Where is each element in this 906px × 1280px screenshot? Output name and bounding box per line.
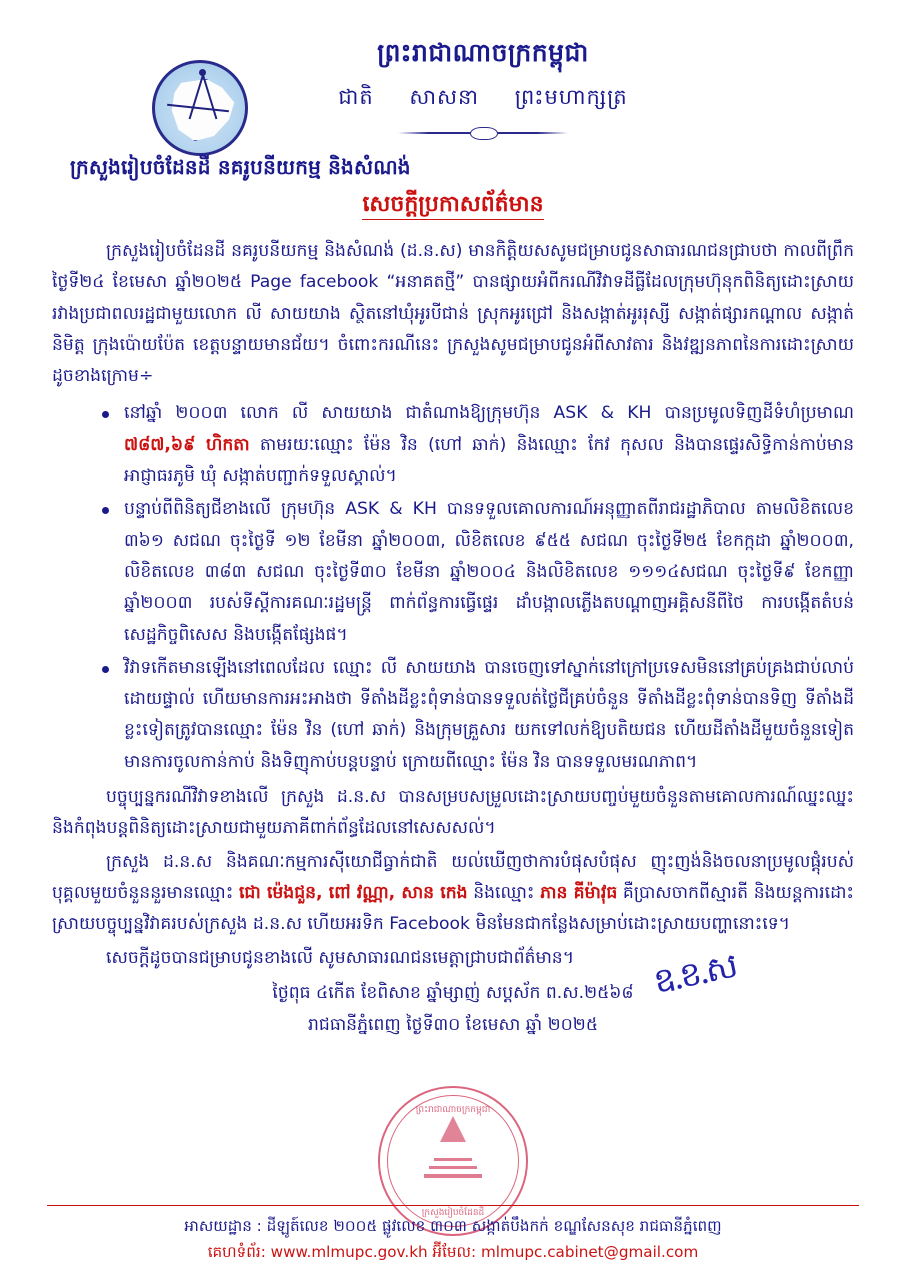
- motto-king: ព្រះមហាក្សត្រ: [514, 85, 628, 109]
- motto-nation: ជាតិ: [338, 85, 374, 109]
- kingdom-title: ព្រះរាជាណាចក្រកម្ពុជា: [377, 38, 589, 67]
- bullet-list: [52, 398, 854, 778]
- compass-icon: [181, 71, 225, 123]
- ornamental-divider: [398, 125, 568, 139]
- closing-names-2: ភាន គីម៉ាវុធ: [540, 882, 618, 903]
- closing-2-post: គឺប្រាសចាកពីស្មារតី និងយន្តការដោះស្រាយបច្ចុប្បន្នវិវាគរបស់ក្រសួង ដ.ន.ស ហើយអរទិក Facebook មិនមែនជាកន្លែងសម្រាប់ដោះស្រាយបញ្ហានោះទេ។: [52, 882, 854, 935]
- document-footer: [0, 1205, 906, 1266]
- document-header: [52, 22, 854, 179]
- bullet-1-post: តាមរយៈឈ្មោះ ម៉ែន វិន (ហៅ ឆាក់) និងឈ្មោះ កែវ កុសល និងបានផ្ទេរសិទ្ធិកាន់កាប់មានអាជ្ញាធរភូមិ ឃុំ សង្កាត់បញ្ជាក់ទទួលស្គាល់។: [124, 434, 855, 487]
- place-and-date: រាជធានីភ្នំពេញ ថ្ងៃទី៣០ ខែមេសា ឆ្នាំ ២០២៥: [308, 1014, 598, 1035]
- bullet-1-pre: នៅឆ្នាំ ២០០៣ លោក លី សាយយាង ជាតំណាងឱ្យក្រុមហ៊ុន ASK & KH បានប្រមូលទិញដីទំហំប្រមាណ: [124, 403, 854, 424]
- closing-paragraph-2: [52, 847, 854, 941]
- seal-spire-shape: [440, 1116, 466, 1142]
- list-item: [98, 398, 854, 492]
- footer-contact: គេហទំព័រ: www.mlmupc.gov.kh អ៊ីមែល: mlmupc.cabinet@gmail.com: [207, 1243, 699, 1262]
- ministry-name: ក្រសួងរៀបចំដែនដី នគរូបនីយកម្ម និងសំណង់: [70, 155, 411, 179]
- closing-2-mid: និងឈ្មោះ: [467, 882, 541, 903]
- bullet-2-text: បន្ទាប់ពីពិនិត្យជីខាងលើ ក្រុមហ៊ុន ASK & KH បានទទួលគោលការណ៍អនុញ្ញាតពីរាជរដ្ឋាភិបាល តាមលិខិតលេខ ៣៦១ សជណ ចុះថ្ងៃទី ១២ ខែមីនា ឆ្នាំ២០០៣, លិខិតលេខ ៩៥៥ សជណ ចុះថ្ងៃទី២៥ ខែកក្កដា ឆ្នាំ២០០៣, លិខិតលេខ ៣៨៣ សជណ ចុះថ្ងៃទី៣០ ខែមីនា ឆ្នាំ២០០៤ និងលិខិតលេខ ១១១៤សជណ ចុះថ្ងៃទី៩ ខែកញ្ញា ឆ្នាំ២០០៣ របស់ទីស្តីការគណៈរដ្ឋមន្ត្រី ពាក់ព័ន្ធការធ្វើផ្ទេរ ដាំបង្កាលភ្លើងតបណ្តាញអគ្គិសនីពីថៃ ការបង្កើតតំបន់សេដ្ឋកិច្ចពិសេស និងបង្កើតផ្សែងផ។: [124, 499, 854, 645]
- final-line: សេចក្តីដូចបានជម្រាបជូនខាងលើ សូមសាធារណជនមេត្តាជ្រាបជាព័ត៌មាន។: [106, 947, 575, 968]
- seal-bottom-text: ក្រសួងរៀបចំដែនដី: [421, 1208, 485, 1218]
- seal-top-text: ព្រះរាជាណាចក្រកម្ពុជា: [415, 1105, 491, 1115]
- bullet-3-text: វិវាទកើតមានឡើងនៅពេលដែល ឈ្មោះ លី សាយយាង បានចេញទៅស្នាក់នៅក្រៅប្រទេសមិននៅគ្រប់គ្រងជាប់លាប់ដោយផ្ទាល់ ហើយមានការអះអាងថា ទីតាំងដីខ្លះពុំទាន់បានទទួលត់ថ្លៃជីគ្រប់ចំនួន ទីតាំងដីខ្លះពុំទាន់បានទិញ ទីតាំងដីខ្លះទៀតត្រូវបានឈ្មោះ ម៉ែន វិន (ហៅ ឆាក់) និងក្រុមគ្រួសារ យកទៅលក់ឱ្យបតិយជន ហើយដីតាំងដីមួយចំនួនទៀតមានការចូលកាន់កាប់ និងទិញុកាប់បន្តបន្ទាប់ ក្រោយពីឈ្មោះ ម៉ែន វិន បានទទួលមរណភាព។: [124, 657, 854, 772]
- page-title: [52, 190, 854, 222]
- handwritten-signature: ឧ.ខ.ស: [649, 945, 739, 1002]
- closing-2-pre: ក្រសួង ដ.ន.ស និងគណៈកម្មការសុីយោជីធ្វាក់ជាតិ យល់ឃើញថាការបំផុសបំផុស ញុះញង់និងចលនាប្រមូលផ្តុំរបស់បុគ្គលមួយចំនួននួរមានឈ្មោះ: [52, 851, 854, 903]
- closing-paragraph-1: បច្ចុប្បន្នករណីវិវាទខាងលើ ក្រសួង ដ.ន.ស បានសម្របសម្រួលដោះស្រាយបញ្ចប់មួយចំនួនតាមគោលការណ៍ឈ្នះឈ្នះ និងកំពុងបន្តពិនិត្យដោះស្រាយជាមួយភាគីពាក់ព័ន្ធដែលនៅសេសសល់។: [52, 787, 854, 839]
- page-title-text: សេចក្តីប្រកាសព័ត៌មាន: [362, 192, 543, 220]
- bullet-1-highlight: ៧៨៧,៦៩ ហិកតា: [124, 434, 250, 455]
- footer-divider: [47, 1205, 859, 1206]
- ministry-emblem-icon: [152, 60, 248, 156]
- khmer-date: ថ្ងៃពុធ ៤កើត ខែពិសាខ ឆ្នាំម្សាញ់ សប្តស័ក ព.ស.២៥៦៨: [272, 982, 634, 1003]
- intro-paragraph: ក្រសួងរៀបចំដែនដី នគរូបនីយកម្ម និងសំណង់ (ដ.ន.ស) មានកិត្តិយសសូមជម្រាបជូនសាធារណជនជ្រាបថា កាលពីព្រឹកថ្ងៃទី២៤ ខែមេសា ឆ្នាំ២០២៥ Page facebook “អនាគតថ្មី” បានផ្សាយអំពីករណីវិវាទដីធ្លីដែលក្រុមហ៊ុនុកពិនិត្យដោះស្រាយ រវាងប្រជាពលរដ្ឋជាមួយលោក លី សាយយាង ស្ថិតនៅឃុំអូរបីជាន់ ស្រុកអូរជ្រៅ និងសង្កាត់អូររុស្សី សង្កាត់ផ្សារកណ្តាល សង្កាត់និមិត្ត ក្រុងប៉ោយប៉ែត ខេត្តបន្ទាយមានជ័យ។ ចំពោះករណីនេះ ក្រសួងសូមជម្រាបជូនអំពីសាវតារ និងវឌ្ឍនភាពនៃការដោះស្រាយដូចខាងក្រោម÷: [52, 241, 854, 387]
- seal-temple-icon: [424, 1128, 482, 1186]
- closing-names-1: ជោ ម៉េងជួន, ពៅ វណ្ណា, សាន កេង: [238, 882, 468, 903]
- footer-address: អាសយដ្ឋាន : ដីឡូត៍លេខ ២០០៥ ផ្លូវលេខ ៣០៣ សង្កាត់បឹងកក់ ខណ្ឌសែនសុខ រាជធានីភ្នំពេញ: [184, 1217, 722, 1236]
- document-body: [52, 236, 854, 974]
- motto-religion: សាសនា: [409, 85, 479, 109]
- list-item: [98, 494, 854, 650]
- list-item: [98, 653, 854, 778]
- compass-pivot-dot: [199, 69, 206, 76]
